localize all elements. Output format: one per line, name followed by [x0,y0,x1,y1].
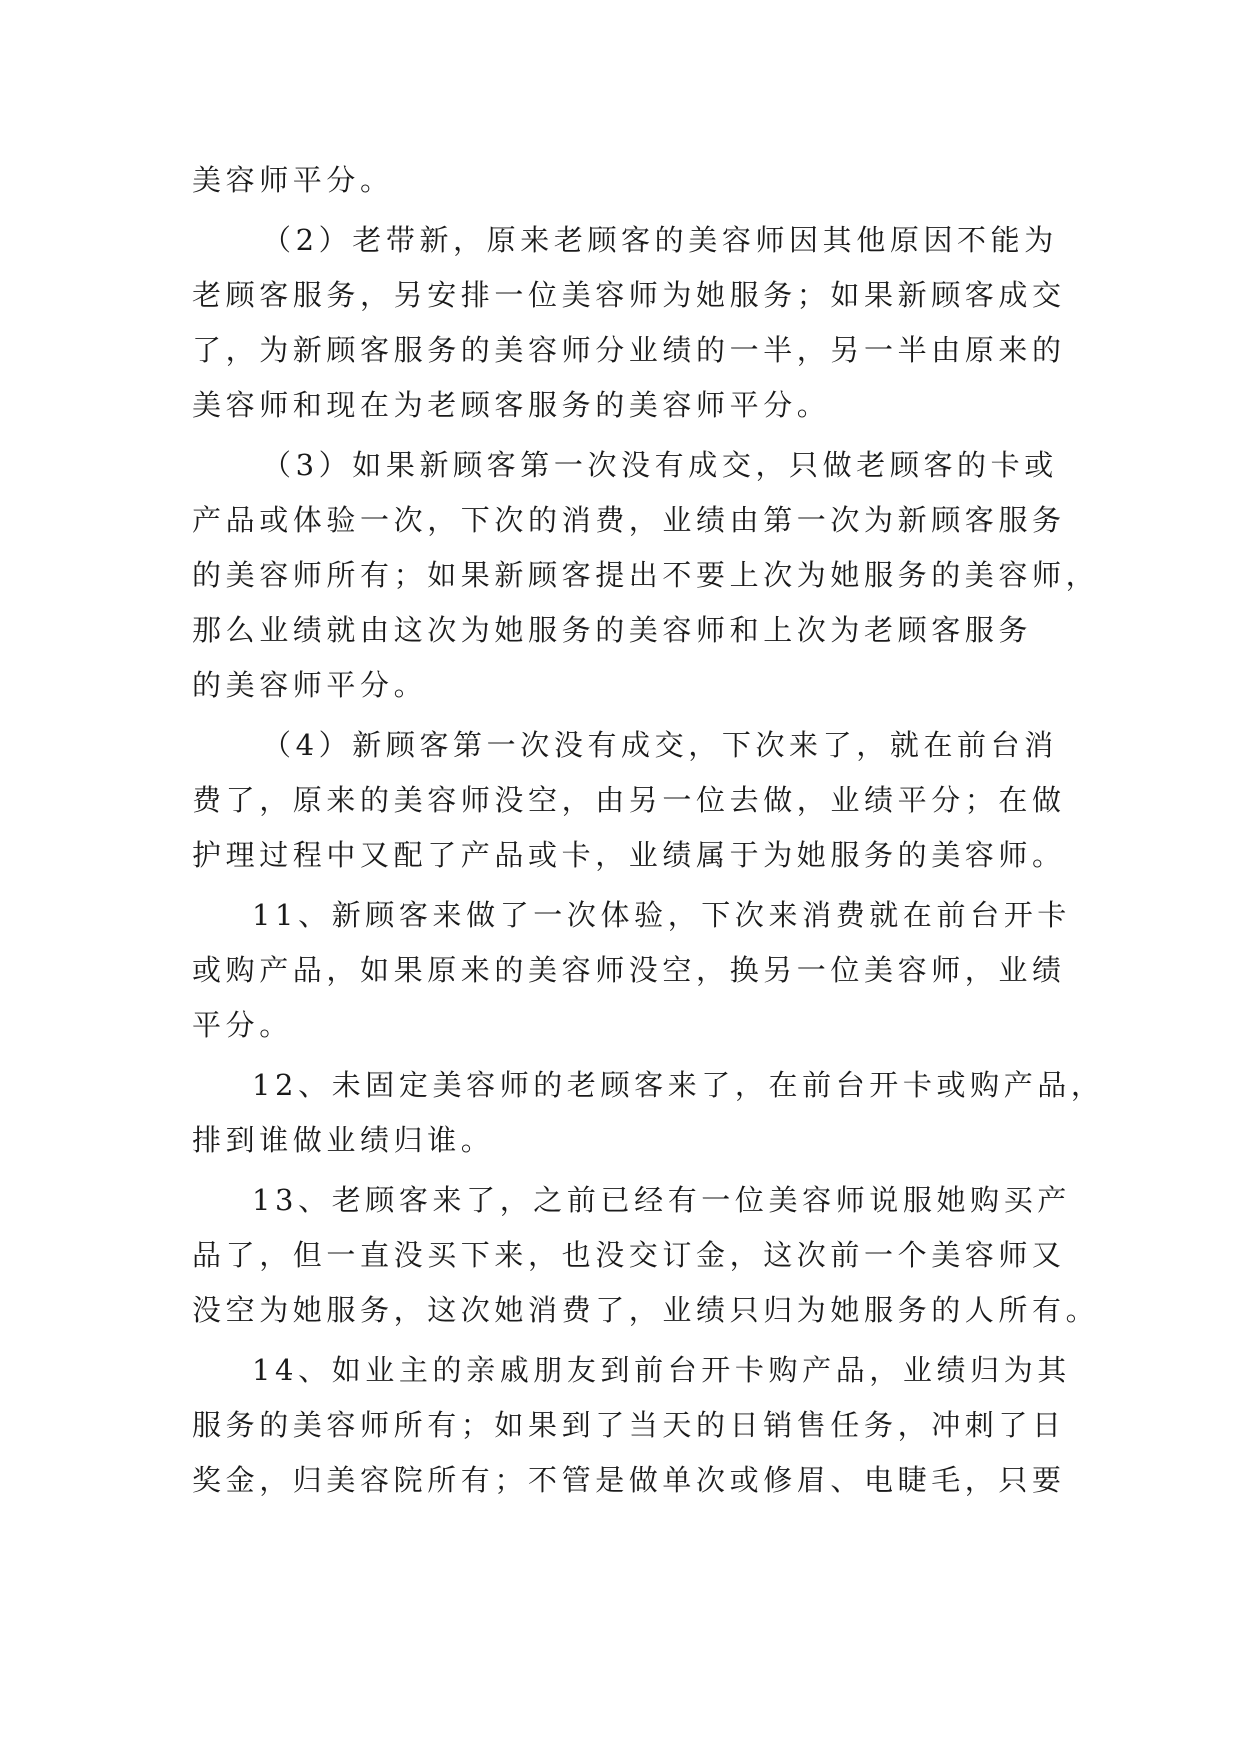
text-line: 12、未固定美容师的老顾客来了，在前台开卡或购产品， [252,1068,1105,1102]
text-line: 没空为她服务，这次她消费了，业绩只归为她服务的人所有。 [192,1293,1100,1327]
text-line: 美容师和现在为老顾客服务的美容师平分。 [192,388,831,422]
text-line: 那么业绩就由这次为她服务的美容师和上次为老顾客服务 [192,613,1033,647]
text-line: 或购产品，如果原来的美容师没空，换另一位美容师，业绩 [192,953,1066,987]
text-line: 13、老顾客来了，之前已经有一位美容师说服她购买产 [252,1183,1071,1217]
text-line: 产品或体验一次，下次的消费，业绩由第一次为新顾客服务 [192,503,1066,537]
text-line: 11、新顾客来做了一次体验，下次来消费就在前台开卡 [252,898,1071,932]
text-line: 服务的美容师所有；如果到了当天的日销售任务，冲刺了日 [192,1408,1066,1442]
text-line: 美容师平分。 [192,163,394,197]
text-line: 平分。 [192,1008,293,1042]
text-line: 的美容师平分。 [192,668,428,702]
text-line: （2）老带新，原来老顾客的美容师因其他原因不能为 [262,223,1058,257]
text-line: 品了，但一直没买下来，也没交订金，这次前一个美容师又 [192,1238,1066,1272]
text-line: 排到谁做业绩归谁。 [192,1123,495,1157]
text-line: 老顾客服务，另安排一位美容师为她服务；如果新顾客成交 [192,278,1066,312]
text-line: 费了，原来的美容师没空，由另一位去做，业绩平分；在做 [192,783,1066,817]
text-line: 的美容师所有；如果新顾客提出不要上次为她服务的美容师， [192,558,1100,592]
text-line: 护理过程中又配了产品或卡，业绩属于为她服务的美容师。 [192,838,1066,872]
text-line: （3）如果新顾客第一次没有成交，只做老顾客的卡或 [262,448,1058,482]
text-line: 了，为新顾客服务的美容师分业绩的一半，另一半由原来的 [192,333,1066,367]
text-line: （4）新顾客第一次没有成交，下次来了，就在前台消 [262,728,1058,762]
text-line: 奖金，归美容院所有；不管是做单次或修眉、电睫毛，只要 [192,1463,1066,1497]
text-line: 14、如业主的亲戚朋友到前台开卡购产品，业绩归为其 [252,1353,1071,1387]
